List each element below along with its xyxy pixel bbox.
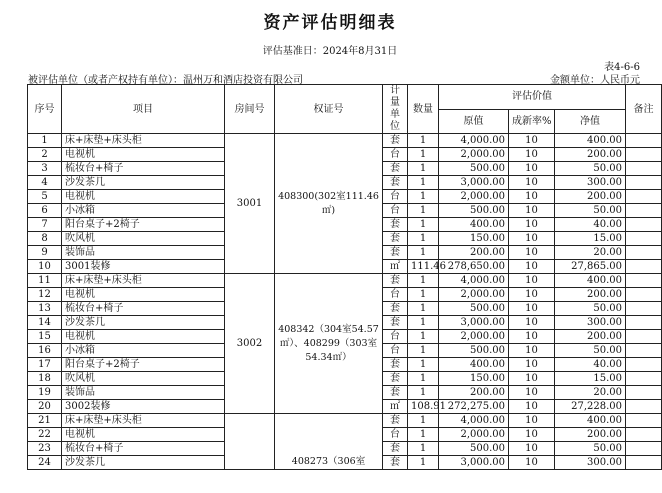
cell-note [626,344,662,358]
cell-seq: 7 [28,218,62,232]
cell-seq: 18 [28,372,62,386]
cell-item: 电视机 [62,148,225,162]
cell-seq: 12 [28,288,62,302]
col-room: 房间号 [225,85,275,134]
cell-seq: 6 [28,204,62,218]
col-note: 备注 [626,85,662,134]
cell-note [626,162,662,176]
cell-seq: 10 [28,260,62,274]
cell-rate: 10 [509,134,555,148]
cell-note [626,456,662,470]
cell-seq: 9 [28,246,62,260]
cell-original: 4,000.00 [439,134,509,148]
cell-item: 沙发茶几 [62,456,225,470]
cell-net: 400.00 [555,414,626,428]
cell-room-3002: 3002 [225,274,275,414]
cell-net: 300.00 [555,456,626,470]
cell-item: 梳妆台+椅子 [62,442,225,456]
cell-item: 阳台桌子+2椅子 [62,218,225,232]
cell-item: 梳妆台+椅子 [62,302,225,316]
col-eval-group: 评估价值 [439,85,626,110]
cell-qty: 1 [408,218,439,232]
cell-seq: 13 [28,302,62,316]
cell-original: 2,000.00 [439,148,509,162]
cell-note [626,260,662,274]
cell-net: 40.00 [555,218,626,232]
cell-unit: 套 [383,274,408,288]
cell-note [626,386,662,400]
cell-note [626,148,662,162]
col-original: 原值 [439,109,509,134]
cell-unit: 台 [383,330,408,344]
cell-note [626,190,662,204]
cell-original: 3,000.00 [439,176,509,190]
cell-rate: 10 [509,218,555,232]
cell-original: 150.00 [439,372,509,386]
cell-unit: ㎡ [383,260,408,274]
cell-original: 4,000.00 [439,414,509,428]
cell-net: 15.00 [555,232,626,246]
col-item: 项目 [62,85,225,134]
cell-seq: 1 [28,134,62,148]
cell-original: 2,000.00 [439,190,509,204]
col-unit: 计量单位 [383,85,408,134]
cell-net: 200.00 [555,190,626,204]
cell-unit: 套 [383,162,408,176]
evaluated-unit: 被评估单位（或者产权持有单位）：温州万和酒店投资有限公司 [28,75,303,86]
cell-seq: 21 [28,414,62,428]
cell-cert-3002: 408342（304室54.57㎡）、408299（303室54.34㎡） [275,274,383,414]
cell-unit: 台 [383,288,408,302]
cell-rate: 10 [509,232,555,246]
cell-original: 4,000.00 [439,274,509,288]
cell-unit: 台 [383,148,408,162]
table-row [28,134,662,148]
cell-seq: 5 [28,190,62,204]
cell-qty: 111.46 [408,260,439,274]
cell-original: 500.00 [439,442,509,456]
cell-original: 3,000.00 [439,316,509,330]
cell-note [626,400,662,414]
cell-net: 27,865.00 [555,260,626,274]
cell-qty: 1 [408,148,439,162]
table-body [28,134,662,470]
cell-item: 电视机 [62,288,225,302]
cell-note [626,316,662,330]
cell-seq: 15 [28,330,62,344]
cell-unit: 套 [383,442,408,456]
cell-rate: 10 [509,386,555,400]
cell-qty: 1 [408,358,439,372]
base-date: 评估基准日：2024年8月31日 [262,46,398,57]
cell-net: 40.00 [555,358,626,372]
cell-qty: 108.91 [408,400,439,414]
cell-qty: 1 [408,162,439,176]
cell-seq: 19 [28,386,62,400]
cell-item: 小冰箱 [62,204,225,218]
cell-seq: 14 [28,316,62,330]
cell-rate: 10 [509,428,555,442]
cell-qty: 1 [408,456,439,470]
cell-item: 3001装修 [62,260,225,274]
cell-seq: 17 [28,358,62,372]
cell-rate: 10 [509,414,555,428]
cell-unit: 台 [383,190,408,204]
cell-seq: 23 [28,442,62,456]
cell-net: 200.00 [555,428,626,442]
currency-unit: 金额单位：人民币元 [550,75,640,86]
cell-original: 278,650.00 [439,260,509,274]
col-qty: 数量 [408,85,439,134]
cell-note [626,232,662,246]
cell-original: 3,000.00 [439,456,509,470]
cell-qty: 1 [408,274,439,288]
cell-unit: 台 [383,428,408,442]
cell-unit: 套 [383,386,408,400]
cell-item: 小冰箱 [62,344,225,358]
cell-item: 床+床垫+床头柜 [62,274,225,288]
cell-cert-3001: 408300(302室111.46㎡) [275,134,383,274]
cell-unit: 套 [383,246,408,260]
cell-unit: ㎡ [383,400,408,414]
cell-item: 电视机 [62,190,225,204]
cell-note [626,414,662,428]
cell-original: 500.00 [439,302,509,316]
cell-qty: 1 [408,232,439,246]
cell-unit: 套 [383,134,408,148]
cell-qty: 1 [408,316,439,330]
cell-qty: 1 [408,302,439,316]
table-row [28,414,662,428]
cell-unit: 套 [383,316,408,330]
cell-note [626,246,662,260]
cell-net: 15.00 [555,372,626,386]
cell-net: 50.00 [555,204,626,218]
cell-rate: 10 [509,260,555,274]
cell-qty: 1 [408,414,439,428]
cell-seq: 8 [28,232,62,246]
cell-item: 电视机 [62,330,225,344]
cell-qty: 1 [408,372,439,386]
cell-net: 50.00 [555,344,626,358]
page-title: 资产评估明细表 [263,13,397,33]
table-number: 表4-6-6 [604,62,640,73]
cell-rate: 10 [509,246,555,260]
cell-rate: 10 [509,274,555,288]
cell-seq: 4 [28,176,62,190]
cell-rate: 10 [509,316,555,330]
cell-rate: 10 [509,400,555,414]
cell-unit: 套 [383,358,408,372]
cell-qty: 1 [408,344,439,358]
cell-original: 2,000.00 [439,288,509,302]
cell-item: 沙发茶几 [62,316,225,330]
cell-note [626,218,662,232]
cell-rate: 10 [509,148,555,162]
cell-room-next [225,414,275,470]
col-cert: 权证号 [275,85,383,134]
cell-note [626,176,662,190]
cell-original: 200.00 [439,386,509,400]
cell-note [626,274,662,288]
cell-unit: 套 [383,372,408,386]
cell-original: 400.00 [439,218,509,232]
cell-note [626,372,662,386]
cell-item: 阳台桌子+2椅子 [62,358,225,372]
cell-rate: 10 [509,302,555,316]
cell-item: 沙发茶几 [62,176,225,190]
cell-seq: 3 [28,162,62,176]
cell-item: 装饰品 [62,246,225,260]
cell-original: 500.00 [439,162,509,176]
cell-note [626,330,662,344]
cell-unit: 台 [383,344,408,358]
cell-rate: 10 [509,288,555,302]
cell-note [626,134,662,148]
cell-note [626,288,662,302]
cell-item: 3002装修 [62,400,225,414]
cell-note [626,428,662,442]
cell-seq: 2 [28,148,62,162]
cell-net: 50.00 [555,302,626,316]
cell-item: 吹风机 [62,232,225,246]
cell-seq: 20 [28,400,62,414]
cell-net: 200.00 [555,148,626,162]
cell-room-3001: 3001 [225,134,275,274]
cell-cert-next: 408273（306室 [275,414,383,470]
cell-original: 500.00 [439,344,509,358]
cell-qty: 1 [408,204,439,218]
cell-note [626,204,662,218]
cell-net: 200.00 [555,330,626,344]
cell-item: 吹风机 [62,372,225,386]
cell-qty: 1 [408,288,439,302]
cell-original: 150.00 [439,232,509,246]
cell-unit: 套 [383,456,408,470]
asset-table [27,84,662,470]
cell-rate: 10 [509,456,555,470]
cell-original: 2,000.00 [439,428,509,442]
cell-rate: 10 [509,442,555,456]
cell-net: 20.00 [555,246,626,260]
cell-rate: 10 [509,330,555,344]
cell-qty: 1 [408,190,439,204]
cell-net: 400.00 [555,274,626,288]
cell-rate: 10 [509,358,555,372]
cell-original: 2,000.00 [439,330,509,344]
cell-unit: 套 [383,302,408,316]
cell-net: 300.00 [555,316,626,330]
cell-net: 300.00 [555,176,626,190]
cell-seq: 11 [28,274,62,288]
cell-item: 床+床垫+床头柜 [62,134,225,148]
cell-item: 床+床垫+床头柜 [62,414,225,428]
cell-item: 电视机 [62,428,225,442]
cell-original: 272,275.00 [439,400,509,414]
cell-note [626,358,662,372]
cell-qty: 1 [408,134,439,148]
cell-qty: 1 [408,442,439,456]
cell-rate: 10 [509,344,555,358]
cell-rate: 10 [509,162,555,176]
cell-unit: 套 [383,176,408,190]
cell-unit: 台 [383,204,408,218]
cell-unit: 套 [383,218,408,232]
cell-item: 装饰品 [62,386,225,400]
cell-seq: 22 [28,428,62,442]
cell-net: 200.00 [555,288,626,302]
cell-net: 400.00 [555,134,626,148]
cell-net: 20.00 [555,386,626,400]
cell-rate: 10 [509,204,555,218]
cell-qty: 1 [408,386,439,400]
cell-rate: 10 [509,372,555,386]
cell-note [626,442,662,456]
cell-seq: 16 [28,344,62,358]
cell-unit: 套 [383,232,408,246]
cell-seq: 24 [28,456,62,470]
col-seq: 序号 [28,85,62,134]
cell-note [626,302,662,316]
cell-unit: 套 [383,414,408,428]
cell-rate: 10 [509,190,555,204]
col-rate: 成新率% [509,109,555,134]
cell-net: 27,228.00 [555,400,626,414]
cell-qty: 1 [408,428,439,442]
cell-rate: 10 [509,176,555,190]
cell-qty: 1 [408,330,439,344]
cell-item: 梳妆台+椅子 [62,162,225,176]
cell-original: 200.00 [439,246,509,260]
cell-net: 50.00 [555,442,626,456]
cell-net: 50.00 [555,162,626,176]
table-row [28,274,662,288]
cell-qty: 1 [408,246,439,260]
cell-qty: 1 [408,176,439,190]
col-net: 净值 [555,109,626,134]
cell-original: 400.00 [439,358,509,372]
cell-original: 500.00 [439,204,509,218]
